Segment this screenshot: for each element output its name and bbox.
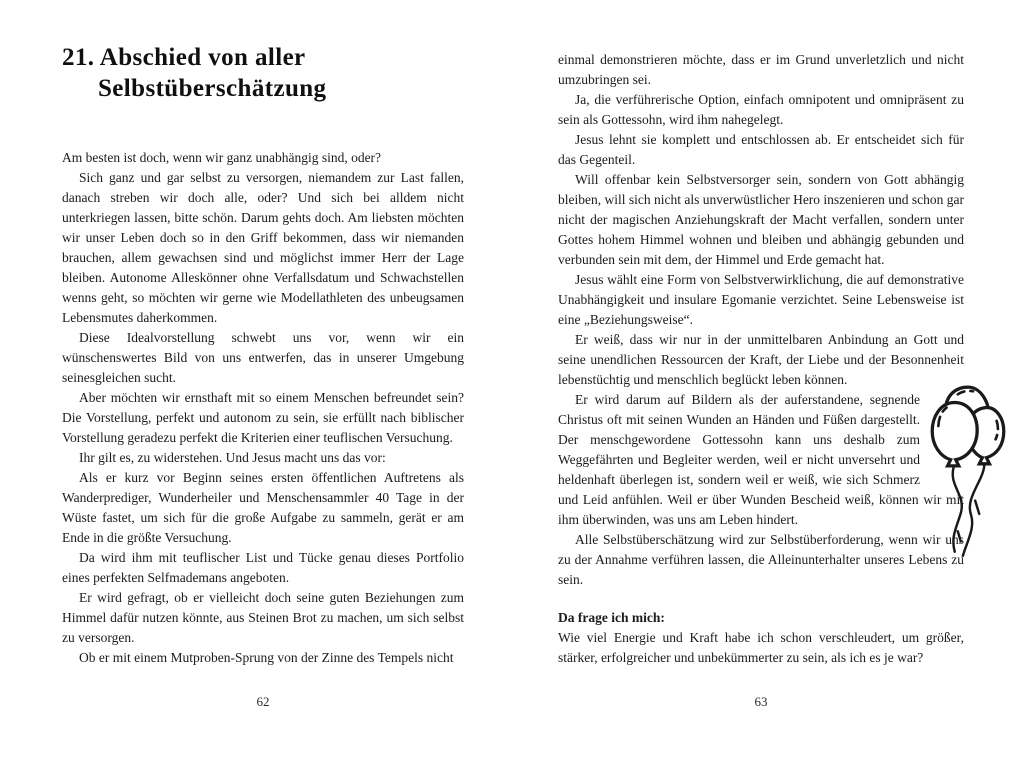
chapter-title xyxy=(62,42,464,104)
paragraph: Alle Selbstüberschätzung wird zur Selbstüberforderung, wenn wir uns zu der Annahme verführen lassen, die Alleinunterhalter unseres Lebens zu sein. xyxy=(558,532,964,587)
paragraph: Sich ganz und gar selbst zu versorgen, niemandem zur Last fallen, danach streben wir doch alle, oder? Und sich bei alldem nicht unterkriegen lassen, bitte schön. Darum gehts doch. Am liebsten möchten wir unser Leben doch so in den Griff bekommen, dass wir niemanden brauchen, allem gewachsen sind und möglichst immer Herr der Lage bleiben. Autonome Alleskönner ohne Verfallsdatum und Schwachstellen wenns geht, so möchten wir gerne wie Modellathleten des unbeugsamen Lebensmutes daherkommen. xyxy=(62,170,464,325)
reflection-question-heading: Da frage ich mich: xyxy=(558,610,665,625)
right-page-body xyxy=(558,50,964,668)
paragraph: Diese Idealvorstellung schwebt uns vor, wenn wir ein wünschenswertes Bild von uns entwerfen, das in unserer Umgebung seinesgleichen sucht. xyxy=(62,330,464,385)
right-page xyxy=(558,0,964,769)
paragraph: Er wird gefragt, ob er vielleicht doch seine guten Beziehungen zum Himmel dafür nutzen könnte, aus Steinen Brot zu machen, um sich selbst zu versorgen. xyxy=(62,590,464,645)
left-page-body xyxy=(62,148,464,668)
chapter-title-line2: Selbstüberschätzung xyxy=(98,75,327,102)
paragraph: Will offenbar kein Selbstversorger sein, sondern von Gott abhängig bleiben, will sich nicht als unverwüstlicher Hero inszenieren und schon gar nicht der magischen Anziehungskraft der Macht verfallen, sondern unter Gottes hohem Himmel wohnen und bleiben und abhängig gebunden und verbunden sein mit dem, der Himmel und Erde gemacht hat. xyxy=(558,172,965,267)
chapter-title-line1: Abschied von aller xyxy=(99,44,306,71)
paragraph: Ihr gilt es, zu widerstehen. Und Jesus macht uns das vor: xyxy=(79,450,386,465)
chapter-number: 21. xyxy=(62,44,95,71)
page-number-left: 62 xyxy=(256,694,270,709)
paragraph: Ob er mit einem Mutproben-Sprung von der Zinne des Tempels nicht xyxy=(79,650,454,665)
paragraph: Er weiß, dass wir nur in der unmittelbaren Anbindung an Gott und seine unendlichen Ressourcen der Kraft, der Liebe und der Besonnenheit lebenstüchtig und menschlich beglückt leben können. xyxy=(558,332,964,387)
paragraph: Aber möchten wir ernsthaft mit so einem Menschen befreundet sein? Die Vorstellung, perfekt und autonom zu sein, sie erfüllt nach biblischer Vorstellung geradezu perfekt die Kriterien einer teuflischen Versuchung. xyxy=(62,390,464,445)
paragraph: Da wird ihm mit teuflischer List und Tücke genau dieses Portfolio eines perfekten Selfmademans angeboten. xyxy=(62,550,464,585)
paragraph: Er wird darum auf Bildern als der auferstandene, segnende Christus oft mit seinen Wunden an Händen und Füßen dargestellt. Der menschgewordene Gottessohn kann uns deshalb zum Weggefährten und Begleiter werden, weil er nicht unversehrt und heldenhaft überlegen ist, sondern weil er weiß, wie sich Schmerz und Leid anfühlen. Weil er über Wunden Bescheid weiß, können wir mit ihm überwinden, was uns am Leben hindert. xyxy=(558,392,964,527)
paragraph: Als er kurz vor Beginn seines ersten öffentlichen Auftretens als Wanderprediger, Wunderheiler und Menschensammler 40 Tage in der Wüste fastet, um sich für die große Aufgabe zu sammeln, gerät er am Ende in die größte Versuchung. xyxy=(62,470,464,545)
paragraph: Jesus lehnt sie komplett und entschlossen ab. Er entscheidet sich für das Gegenteil. xyxy=(558,132,964,167)
page-number-right: 63 xyxy=(754,694,768,709)
balloon-text-wrap-spacer xyxy=(920,390,968,482)
paragraph: Ja, die verführerische Option, einfach omnipotent und omnipräsent zu sein als Gottessohn, wird ihm nahegelegt. xyxy=(558,92,964,127)
left-page xyxy=(62,0,464,769)
reflection-question-text: Wie viel Energie und Kraft habe ich schon verschleudert, um größer, stärker, erfolgreicher und unbekümmerter zu sein, als ich es je war? xyxy=(558,630,964,665)
paragraph: Jesus wählt eine Form von Selbstverwirklichung, die auf demonstrative Unabhängigkeit und insulare Egomanie verzichtet. Seine Lebensweise ist eine „Beziehungsweise“. xyxy=(558,272,964,327)
paragraph: Am besten ist doch, wenn wir ganz unabhängig sind, oder? xyxy=(62,150,382,165)
paragraph: einmal demonstrieren möchte, dass er im Grund unverletzlich und nicht umzubringen sei. xyxy=(558,52,964,87)
